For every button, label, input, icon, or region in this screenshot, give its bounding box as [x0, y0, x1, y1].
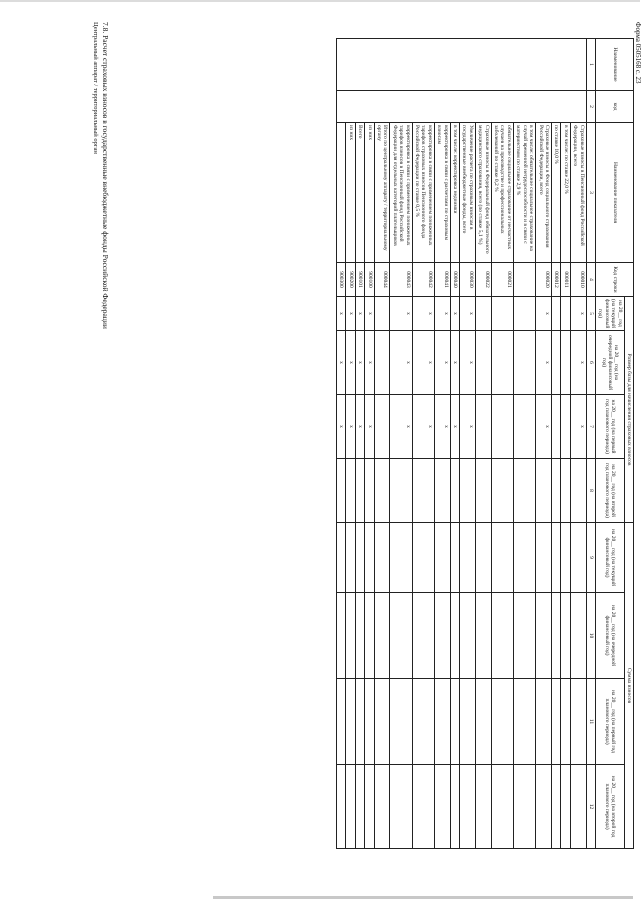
- row-code: 000041: [434, 263, 450, 297]
- column-number-row: [586, 39, 595, 849]
- year-col-header: на 20__ год (на текущий финансовый год): [595, 523, 624, 593]
- value-cell: [374, 395, 390, 459]
- row-code: 900100: [365, 263, 374, 297]
- value-cell: [355, 593, 364, 679]
- value-cell: [475, 297, 491, 331]
- column-number: 2: [586, 91, 595, 123]
- value-cell: [374, 765, 390, 849]
- not-applicable-mark: x: [460, 331, 476, 395]
- value-cell: [390, 593, 412, 679]
- not-applicable-mark: x: [536, 331, 552, 395]
- value-cell: [346, 765, 355, 849]
- column-number: 5: [586, 297, 595, 331]
- value-cell: [365, 593, 374, 679]
- table-row: [390, 39, 412, 849]
- value-cell: [355, 459, 364, 523]
- value-cell: [551, 765, 560, 849]
- value-cell: [450, 459, 459, 523]
- year-col-header: на 20__ год (на первый год планового периода): [595, 679, 624, 765]
- table-body: [336, 39, 586, 849]
- value-cell: [450, 679, 459, 765]
- value-cell: [412, 593, 434, 679]
- row-code: 000040: [450, 263, 459, 297]
- value-cell: [551, 679, 560, 765]
- table-row: [374, 39, 390, 849]
- column-number: 11: [586, 679, 595, 765]
- value-cell: [491, 593, 513, 679]
- indicator-label: в том числе: обязательное социальное страхование на случай временной нетрудоспособности и в связи с материнством по ставке 2,9 %: [513, 123, 535, 263]
- column-number: 6: [586, 331, 595, 395]
- row-code: 000010: [570, 263, 586, 297]
- value-cell: [434, 523, 450, 593]
- value-cell: [561, 331, 570, 395]
- row-code: 000044: [374, 263, 390, 297]
- value-cell: [570, 459, 586, 523]
- indicator-label: корректировка в связи с применением пониженных тарифов взносов в Пенсионный фонд Российской Федерации для отдельных категорий плательщиков: [390, 123, 412, 263]
- not-applicable-mark: x: [390, 331, 412, 395]
- value-cell: [475, 331, 491, 395]
- not-applicable-mark: x: [570, 395, 586, 459]
- value-cell: [513, 331, 535, 395]
- indicator-label: по ставке 10,0 %: [551, 123, 560, 263]
- indicator-label: из них: [365, 123, 374, 263]
- not-applicable-mark: x: [434, 395, 450, 459]
- value-cell: [561, 765, 570, 849]
- row-code: 000021: [491, 263, 513, 297]
- value-cell: [355, 523, 364, 593]
- not-applicable-mark: x: [336, 331, 345, 395]
- indicator-label: корректировка в связи с расчетами по страховым взносам: [434, 123, 450, 263]
- code-header: код: [595, 91, 633, 123]
- value-cell: [336, 523, 345, 593]
- row-code: 000011: [561, 263, 570, 297]
- table-row: [450, 39, 459, 849]
- table-row: [491, 39, 513, 849]
- value-cell: [551, 395, 560, 459]
- column-number: 3: [586, 123, 595, 263]
- page-subtitle: Центральный аппарат / территориальный орган: [92, 22, 99, 154]
- value-cell: [491, 395, 513, 459]
- not-applicable-mark: x: [355, 395, 364, 459]
- value-cell: [450, 523, 459, 593]
- value-cell: [536, 593, 552, 679]
- value-cell: [491, 459, 513, 523]
- value-cell: [365, 459, 374, 523]
- value-cell: [346, 459, 355, 523]
- value-cell: [434, 679, 450, 765]
- not-applicable-mark: x: [460, 297, 476, 331]
- row-code: 000020: [536, 263, 552, 297]
- not-applicable-mark: x: [355, 331, 364, 395]
- not-applicable-mark: x: [365, 331, 374, 395]
- value-cell: [536, 765, 552, 849]
- value-cell: [491, 523, 513, 593]
- value-cell: [434, 459, 450, 523]
- value-cell: [551, 297, 560, 331]
- value-cell: [355, 765, 364, 849]
- value-cell: [551, 331, 560, 395]
- year-col-header: на 20__ год (на второй год планового периода): [595, 459, 624, 523]
- indicator-header: Наименование показателя: [595, 123, 633, 263]
- value-cell: [551, 523, 560, 593]
- value-cell: [390, 679, 412, 765]
- value-cell: [412, 523, 434, 593]
- indicator-label: обязательное социальное страхование от несчастных случаев на производстве и профессиональных заболеваний по ставке 0,2 %: [491, 123, 513, 263]
- value-cell: [475, 523, 491, 593]
- value-cell: [491, 765, 513, 849]
- value-cell: [513, 459, 535, 523]
- indicator-label: Страховые взносы в Федеральный фонд обязательного медицинского страхования, всего (по ставке 5,1 %): [475, 123, 491, 263]
- value-cell: [374, 297, 390, 331]
- not-applicable-mark: x: [336, 297, 345, 331]
- value-cell: [412, 765, 434, 849]
- row-code-header: Код строки: [595, 263, 633, 297]
- not-applicable-mark: x: [390, 297, 412, 331]
- value-cell: [336, 679, 345, 765]
- indicator-label: в том числе: по ставке 22,0 %: [561, 123, 570, 263]
- value-cell: [412, 459, 434, 523]
- value-cell: [365, 765, 374, 849]
- indicator-label: в том числе: корректировка недоимки: [450, 123, 459, 263]
- not-applicable-mark: x: [355, 297, 364, 331]
- not-applicable-mark: x: [434, 331, 450, 395]
- row-code: 000022: [475, 263, 491, 297]
- value-cell: [475, 459, 491, 523]
- row-code: 900200: [346, 263, 355, 297]
- value-cell: [475, 765, 491, 849]
- indicator-label: Итого по центральному аппарату / территориальному органу: [374, 123, 390, 263]
- not-applicable-mark: x: [365, 395, 374, 459]
- value-cell: [434, 593, 450, 679]
- table-header-group-row: [624, 39, 633, 849]
- value-cell: [513, 523, 535, 593]
- not-applicable-mark: x: [346, 297, 355, 331]
- value-cell: [513, 679, 535, 765]
- value-cell: [346, 679, 355, 765]
- not-applicable-mark: x: [346, 331, 355, 395]
- indicator-label: Страховые взносы в Фонд социального страхования Российской Федерации, всего: [536, 123, 552, 263]
- row-code: 000042: [412, 263, 434, 297]
- not-applicable-mark: x: [450, 297, 459, 331]
- indicator-label: Всего: [355, 123, 364, 263]
- indicator-label: Страховые взносы в Пенсионный фонд Российской Федерации, всего: [570, 123, 586, 263]
- table-row: [513, 39, 535, 849]
- indicator-label: Увеличение расчета по страховым взносам в государственные внебюджетные фонды, всего: [460, 123, 476, 263]
- value-cell: [561, 523, 570, 593]
- indicator-label: из них: [346, 123, 355, 263]
- base-group-header: Размер базы для начисления страховых взносов: [624, 297, 633, 523]
- form-code: Форма 0505168 с. 23: [634, 22, 642, 84]
- code-cell: [336, 91, 586, 123]
- table-row: [346, 39, 355, 849]
- row-code: 900300: [336, 263, 345, 297]
- value-cell: [365, 523, 374, 593]
- value-cell: [536, 679, 552, 765]
- row-code: 900101: [355, 263, 364, 297]
- year-col-header: на 20__ год (на очередной финансовый год): [595, 331, 624, 395]
- not-applicable-mark: x: [346, 395, 355, 459]
- value-cell: [475, 395, 491, 459]
- scan-top-edge: [0, 0, 640, 2]
- table-row: [365, 39, 374, 849]
- value-cell: [390, 459, 412, 523]
- value-cell: [412, 679, 434, 765]
- indicator-label: корректировка в связи с применением пониженных тарифов страховых взносов Пенсионного фонда Российской Федерации по ставке 0,5 %: [412, 123, 434, 263]
- not-applicable-mark: x: [336, 395, 345, 459]
- value-cell: [374, 459, 390, 523]
- value-cell: [460, 765, 476, 849]
- value-cell: [336, 593, 345, 679]
- row-code: 000012: [551, 263, 560, 297]
- not-applicable-mark: x: [412, 331, 434, 395]
- value-cell: [390, 523, 412, 593]
- table-row: [412, 39, 434, 849]
- value-cell: [450, 765, 459, 849]
- column-number: 4: [586, 263, 595, 297]
- value-cell: [491, 679, 513, 765]
- page-title: 7.8. Расчет страховых взносов в государственные внебюджетные фонды Российской Федерации: [101, 22, 110, 329]
- value-cell: [460, 523, 476, 593]
- value-cell: [561, 395, 570, 459]
- value-cell: [561, 679, 570, 765]
- table-row: [336, 39, 345, 849]
- value-cell: [570, 593, 586, 679]
- not-applicable-mark: x: [536, 395, 552, 459]
- table-row: [536, 39, 552, 849]
- value-cell: [355, 679, 364, 765]
- table-row: [551, 39, 560, 849]
- value-cell: [336, 459, 345, 523]
- year-col-header: на 20__ год (на текущий финансовый год): [595, 297, 624, 331]
- year-col-header: на 20__ год (на первый год планового периода): [595, 395, 624, 459]
- value-cell: [513, 765, 535, 849]
- value-cell: [336, 765, 345, 849]
- name-header: Наименование: [595, 39, 633, 91]
- column-number: 8: [586, 459, 595, 523]
- value-cell: [434, 765, 450, 849]
- column-number: 1: [586, 39, 595, 91]
- value-cell: [513, 593, 535, 679]
- value-cell: [561, 459, 570, 523]
- not-applicable-mark: x: [412, 297, 434, 331]
- column-number: 7: [586, 395, 595, 459]
- value-cell: [513, 297, 535, 331]
- not-applicable-mark: x: [412, 395, 434, 459]
- contributions-table: [336, 38, 634, 849]
- indicator-label: [336, 123, 345, 263]
- not-applicable-mark: x: [450, 395, 459, 459]
- value-cell: [475, 679, 491, 765]
- table-row: [434, 39, 450, 849]
- value-cell: [346, 593, 355, 679]
- column-number: 9: [586, 523, 595, 593]
- row-code: 000043: [390, 263, 412, 297]
- scan-bottom-edge: [213, 896, 633, 899]
- value-cell: [346, 523, 355, 593]
- value-cell: [551, 593, 560, 679]
- table-row: [460, 39, 476, 849]
- table-row: [355, 39, 364, 849]
- row-code: [513, 263, 535, 297]
- table-row: [475, 39, 491, 849]
- column-number: 12: [586, 765, 595, 849]
- value-cell: [536, 523, 552, 593]
- table-row: [561, 39, 570, 849]
- rotated-form-page: [80, 22, 640, 882]
- row-code: 000030: [460, 263, 476, 297]
- value-cell: [374, 593, 390, 679]
- value-cell: [491, 331, 513, 395]
- value-cell: [365, 679, 374, 765]
- name-cell: [336, 39, 586, 91]
- value-cell: [374, 679, 390, 765]
- table-row: [570, 39, 586, 849]
- value-cell: [513, 395, 535, 459]
- value-cell: [460, 679, 476, 765]
- value-cell: [570, 679, 586, 765]
- value-cell: [491, 297, 513, 331]
- value-cell: [374, 523, 390, 593]
- not-applicable-mark: x: [434, 297, 450, 331]
- value-cell: [561, 593, 570, 679]
- value-cell: [390, 765, 412, 849]
- value-cell: [374, 331, 390, 395]
- not-applicable-mark: x: [460, 395, 476, 459]
- year-col-header: на 20__ год (на второй год планового периода): [595, 765, 624, 849]
- year-col-header: на 20__ год (на очередной финансовый год): [595, 593, 624, 679]
- value-cell: [551, 459, 560, 523]
- value-cell: [475, 593, 491, 679]
- not-applicable-mark: x: [570, 331, 586, 395]
- not-applicable-mark: x: [450, 331, 459, 395]
- not-applicable-mark: x: [365, 297, 374, 331]
- value-cell: [450, 593, 459, 679]
- value-cell: [460, 593, 476, 679]
- value-cell: [570, 523, 586, 593]
- not-applicable-mark: x: [390, 395, 412, 459]
- column-number: 10: [586, 593, 595, 679]
- not-applicable-mark: x: [570, 297, 586, 331]
- not-applicable-mark: x: [536, 297, 552, 331]
- amount-group-header: Сумма взносов: [624, 523, 633, 849]
- value-cell: [536, 459, 552, 523]
- value-cell: [570, 765, 586, 849]
- value-cell: [460, 459, 476, 523]
- value-cell: [561, 297, 570, 331]
